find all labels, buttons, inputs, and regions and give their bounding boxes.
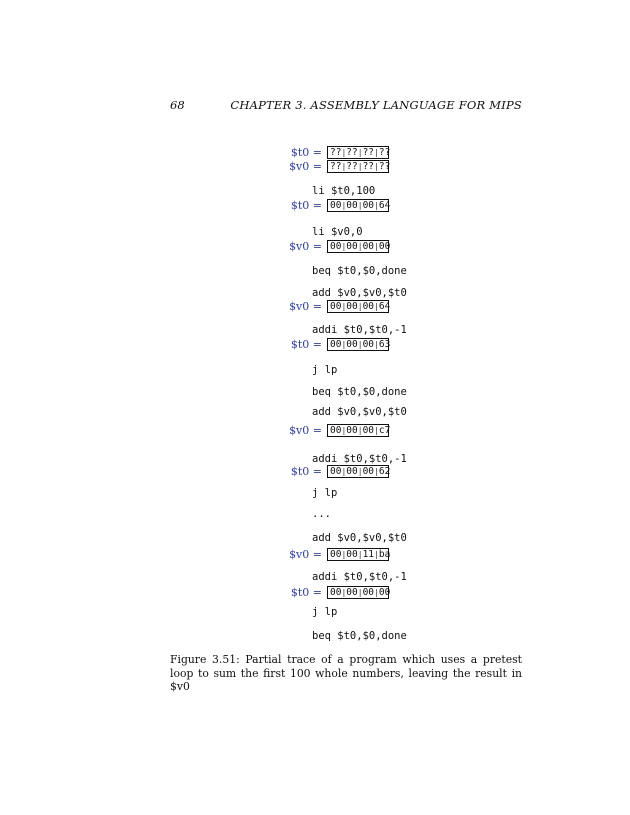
instruction-text: beq $t0,$0,done: [312, 386, 407, 398]
instruction-text: j lp: [312, 364, 338, 376]
byte-separator: |: [341, 467, 347, 476]
instruction-text: addi $t0,$t0,-1: [312, 324, 407, 336]
register-byte: ??: [346, 147, 358, 158]
register-byte: 00: [346, 549, 358, 560]
register-value-box: [327, 160, 389, 173]
byte-separator: |: [374, 162, 379, 171]
instruction-text: addi $t0,$t0,-1: [312, 571, 407, 583]
register-value-box: [327, 240, 389, 253]
byte-separator: |: [357, 201, 363, 210]
register-value-box: [327, 199, 389, 212]
register-label: $v0 =: [289, 300, 322, 313]
register-state-row: [0, 548, 630, 564]
byte-separator: |: [341, 426, 347, 435]
instruction-text: add $v0,$v0,$t0: [312, 532, 407, 544]
register-byte: 64: [378, 301, 391, 312]
register-byte: 00: [362, 466, 375, 477]
register-state-row: [0, 586, 630, 602]
byte-separator: |: [341, 201, 347, 210]
register-byte: 00: [362, 587, 375, 598]
register-byte: 00: [362, 425, 375, 436]
register-label: $v0 =: [289, 548, 322, 561]
register-byte: 11: [362, 549, 375, 560]
instruction-text: j lp: [312, 487, 338, 499]
register-byte: 00: [330, 587, 342, 598]
byte-separator: |: [374, 148, 379, 157]
register-byte: 00: [346, 339, 358, 350]
byte-separator: |: [374, 467, 379, 476]
instruction-row: [0, 265, 630, 281]
chapter-title: CHAPTER 3. ASSEMBLY LANGUAGE FOR MIPS: [230, 98, 522, 112]
byte-separator: |: [357, 467, 363, 476]
instruction-row: [0, 532, 630, 548]
register-value-box: [327, 424, 389, 437]
register-state-row: [0, 465, 630, 481]
register-state-row: [0, 424, 630, 440]
byte-separator: |: [374, 426, 379, 435]
register-state-row: [0, 338, 630, 354]
register-byte: 00: [346, 241, 358, 252]
register-byte: 00: [362, 241, 375, 252]
instruction-row: [0, 487, 630, 503]
byte-separator: |: [357, 550, 363, 559]
instruction-row: [0, 406, 630, 422]
byte-separator: |: [374, 550, 379, 559]
byte-separator: |: [374, 340, 379, 349]
register-byte: ??: [362, 147, 375, 158]
register-byte: 00: [378, 241, 391, 252]
register-label: $v0 =: [289, 424, 322, 437]
register-label: $v0 =: [289, 160, 322, 173]
instruction-row: [0, 386, 630, 402]
byte-separator: |: [341, 242, 347, 251]
register-byte: 00: [330, 339, 342, 350]
register-byte: 00: [346, 200, 358, 211]
instruction-row: [0, 364, 630, 380]
instruction-text: add $v0,$v0,$t0: [312, 406, 407, 418]
register-byte: 00: [330, 549, 342, 560]
register-byte: 00: [362, 200, 375, 211]
register-byte: ??: [362, 161, 375, 172]
register-label: $t0 =: [290, 465, 322, 478]
instruction-row: [0, 606, 630, 622]
byte-separator: |: [341, 588, 347, 597]
byte-separator: |: [357, 426, 363, 435]
byte-separator: |: [341, 340, 347, 349]
register-byte: ??: [346, 161, 358, 172]
register-byte: 00: [378, 587, 391, 598]
register-byte: 63: [378, 339, 391, 350]
register-value-box: [327, 338, 389, 351]
byte-separator: |: [341, 550, 347, 559]
instruction-text: j lp: [312, 606, 338, 618]
register-byte: 64: [378, 200, 391, 211]
byte-separator: |: [357, 340, 363, 349]
register-byte: 00: [330, 241, 342, 252]
register-byte: ??: [330, 161, 342, 172]
register-byte: 00: [346, 301, 358, 312]
register-state-row: [0, 199, 630, 215]
instruction-text: li $t0,100: [312, 185, 376, 197]
instruction-text: ...: [312, 508, 331, 520]
instruction-text: addi $t0,$t0,-1: [312, 453, 407, 465]
byte-separator: |: [341, 302, 347, 311]
byte-separator: |: [357, 148, 363, 157]
register-byte: 00: [330, 466, 342, 477]
register-value-box: [327, 146, 389, 159]
register-state-row: [0, 240, 630, 256]
register-byte: 00: [346, 587, 358, 598]
register-byte: 00: [330, 425, 342, 436]
instruction-text: add $v0,$v0,$t0: [312, 287, 407, 299]
byte-separator: |: [357, 162, 363, 171]
byte-separator: |: [341, 148, 347, 157]
page-number: 68: [170, 98, 185, 112]
instruction-row: [0, 630, 630, 646]
register-label: $t0 =: [290, 586, 322, 599]
register-byte: 00: [330, 200, 342, 211]
register-label: $t0 =: [290, 338, 322, 351]
register-byte: 00: [362, 339, 375, 350]
register-byte: 00: [362, 301, 375, 312]
register-value-box: [327, 300, 389, 313]
register-byte: 00: [346, 425, 358, 436]
register-byte: ??: [378, 147, 391, 158]
byte-separator: |: [357, 242, 363, 251]
register-byte: ??: [378, 161, 391, 172]
register-byte: 00: [330, 301, 342, 312]
figure-caption: Figure 3.51: Partial trace of a program which uses a pretest loop to sum the first 100 whole numbers, leaving the result in $v0: [170, 653, 522, 693]
register-label: $t0 =: [290, 199, 322, 212]
byte-separator: |: [374, 588, 379, 597]
register-byte: ??: [330, 147, 342, 158]
instruction-row: [0, 571, 630, 587]
register-byte: 62: [378, 466, 391, 477]
register-label: $v0 =: [289, 240, 322, 253]
register-value-box: [327, 586, 389, 599]
register-state-row: [0, 300, 630, 316]
byte-separator: |: [341, 162, 347, 171]
register-state-row: [0, 160, 630, 176]
register-label: $t0 =: [290, 146, 322, 159]
byte-separator: |: [374, 302, 379, 311]
instruction-text: beq $t0,$0,done: [312, 265, 407, 277]
byte-separator: |: [374, 201, 379, 210]
byte-separator: |: [357, 302, 363, 311]
register-value-box: [327, 465, 389, 478]
instruction-row: [0, 508, 630, 524]
instruction-text: li $v0,0: [312, 226, 363, 238]
register-byte: c7: [378, 425, 391, 436]
register-byte: ba: [378, 549, 391, 560]
instruction-text: beq $t0,$0,done: [312, 630, 407, 642]
register-value-box: [327, 548, 389, 561]
byte-separator: |: [357, 588, 363, 597]
register-byte: 00: [346, 466, 358, 477]
byte-separator: |: [374, 242, 379, 251]
